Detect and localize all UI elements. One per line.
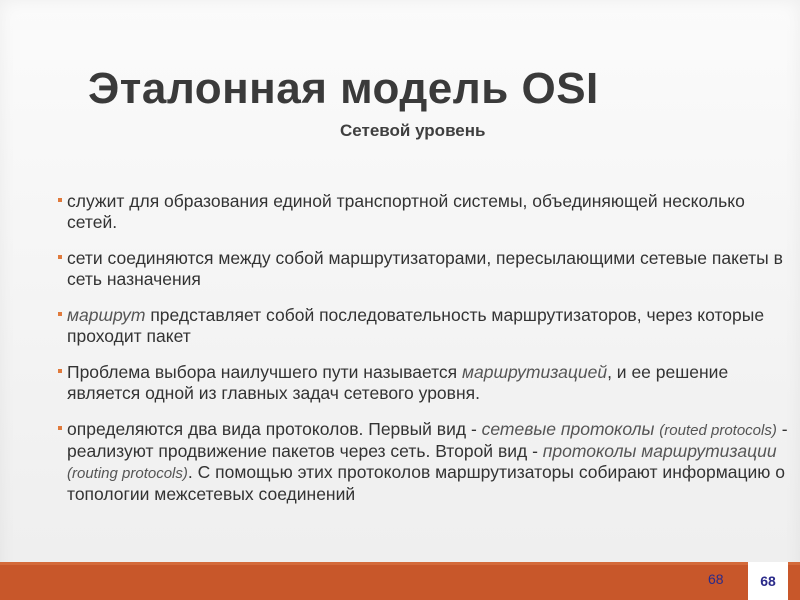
bullet-text: сети соединяются между собой маршрутизаторами, пересылающими сетевые пакеты в сеть назначения [67,248,783,289]
bullet-text: , и ее решение является одной из главных задач сетевого уровня. [67,362,729,403]
slide-subtitle: Сетевой уровень [340,121,486,140]
bullet-text: Проблема выбора наилучшего пути называется [67,362,462,382]
bullet-emphasis: (routing protocols) [67,465,188,482]
bullet-emphasis: маршрут [67,305,146,325]
footer-bar [0,562,800,600]
bullet-marker-icon [58,369,62,373]
bullet-emphasis: маршрутизацией [462,362,608,382]
bullet-marker-icon [58,426,62,430]
bullet-item [58,419,798,505]
bullet-text: представляет собой последовательность маршрутизаторов, через которые проходит пакет [67,305,765,346]
bullet-emphasis: сетевые протоколы [481,419,655,439]
bullet-marker-icon [58,255,62,259]
bullet-item [58,248,798,290]
bullet-item [58,305,798,347]
bullet-marker-icon [58,312,62,316]
bullet-text: . С помощью этих протоколов маршрутизаторы собирают информацию о топологии межсетевых соединений [67,462,786,504]
bullet-emphasis: протоколы маршрутизации [542,441,777,461]
bullet-item [58,191,798,233]
bullet-text: служит для образования единой транспортной системы, объединяющей несколько сетей. [67,191,745,232]
page-number-box [748,562,788,600]
bullet-emphasis: (routed protocols) [659,422,777,439]
bullet-text: определяются два вида протоколов. Первый вид - [67,419,482,439]
page-number-label: 68 [708,571,724,587]
bullet-marker-icon [58,198,62,202]
page-number: 68 [760,573,776,589]
bullet-item [58,362,798,404]
slide-title: Эталонная модель OSI [88,64,599,113]
bullet-list [58,191,798,520]
bullet-text: - реализуют продвижение пакетов через сеть. Второй вид - [67,419,788,461]
